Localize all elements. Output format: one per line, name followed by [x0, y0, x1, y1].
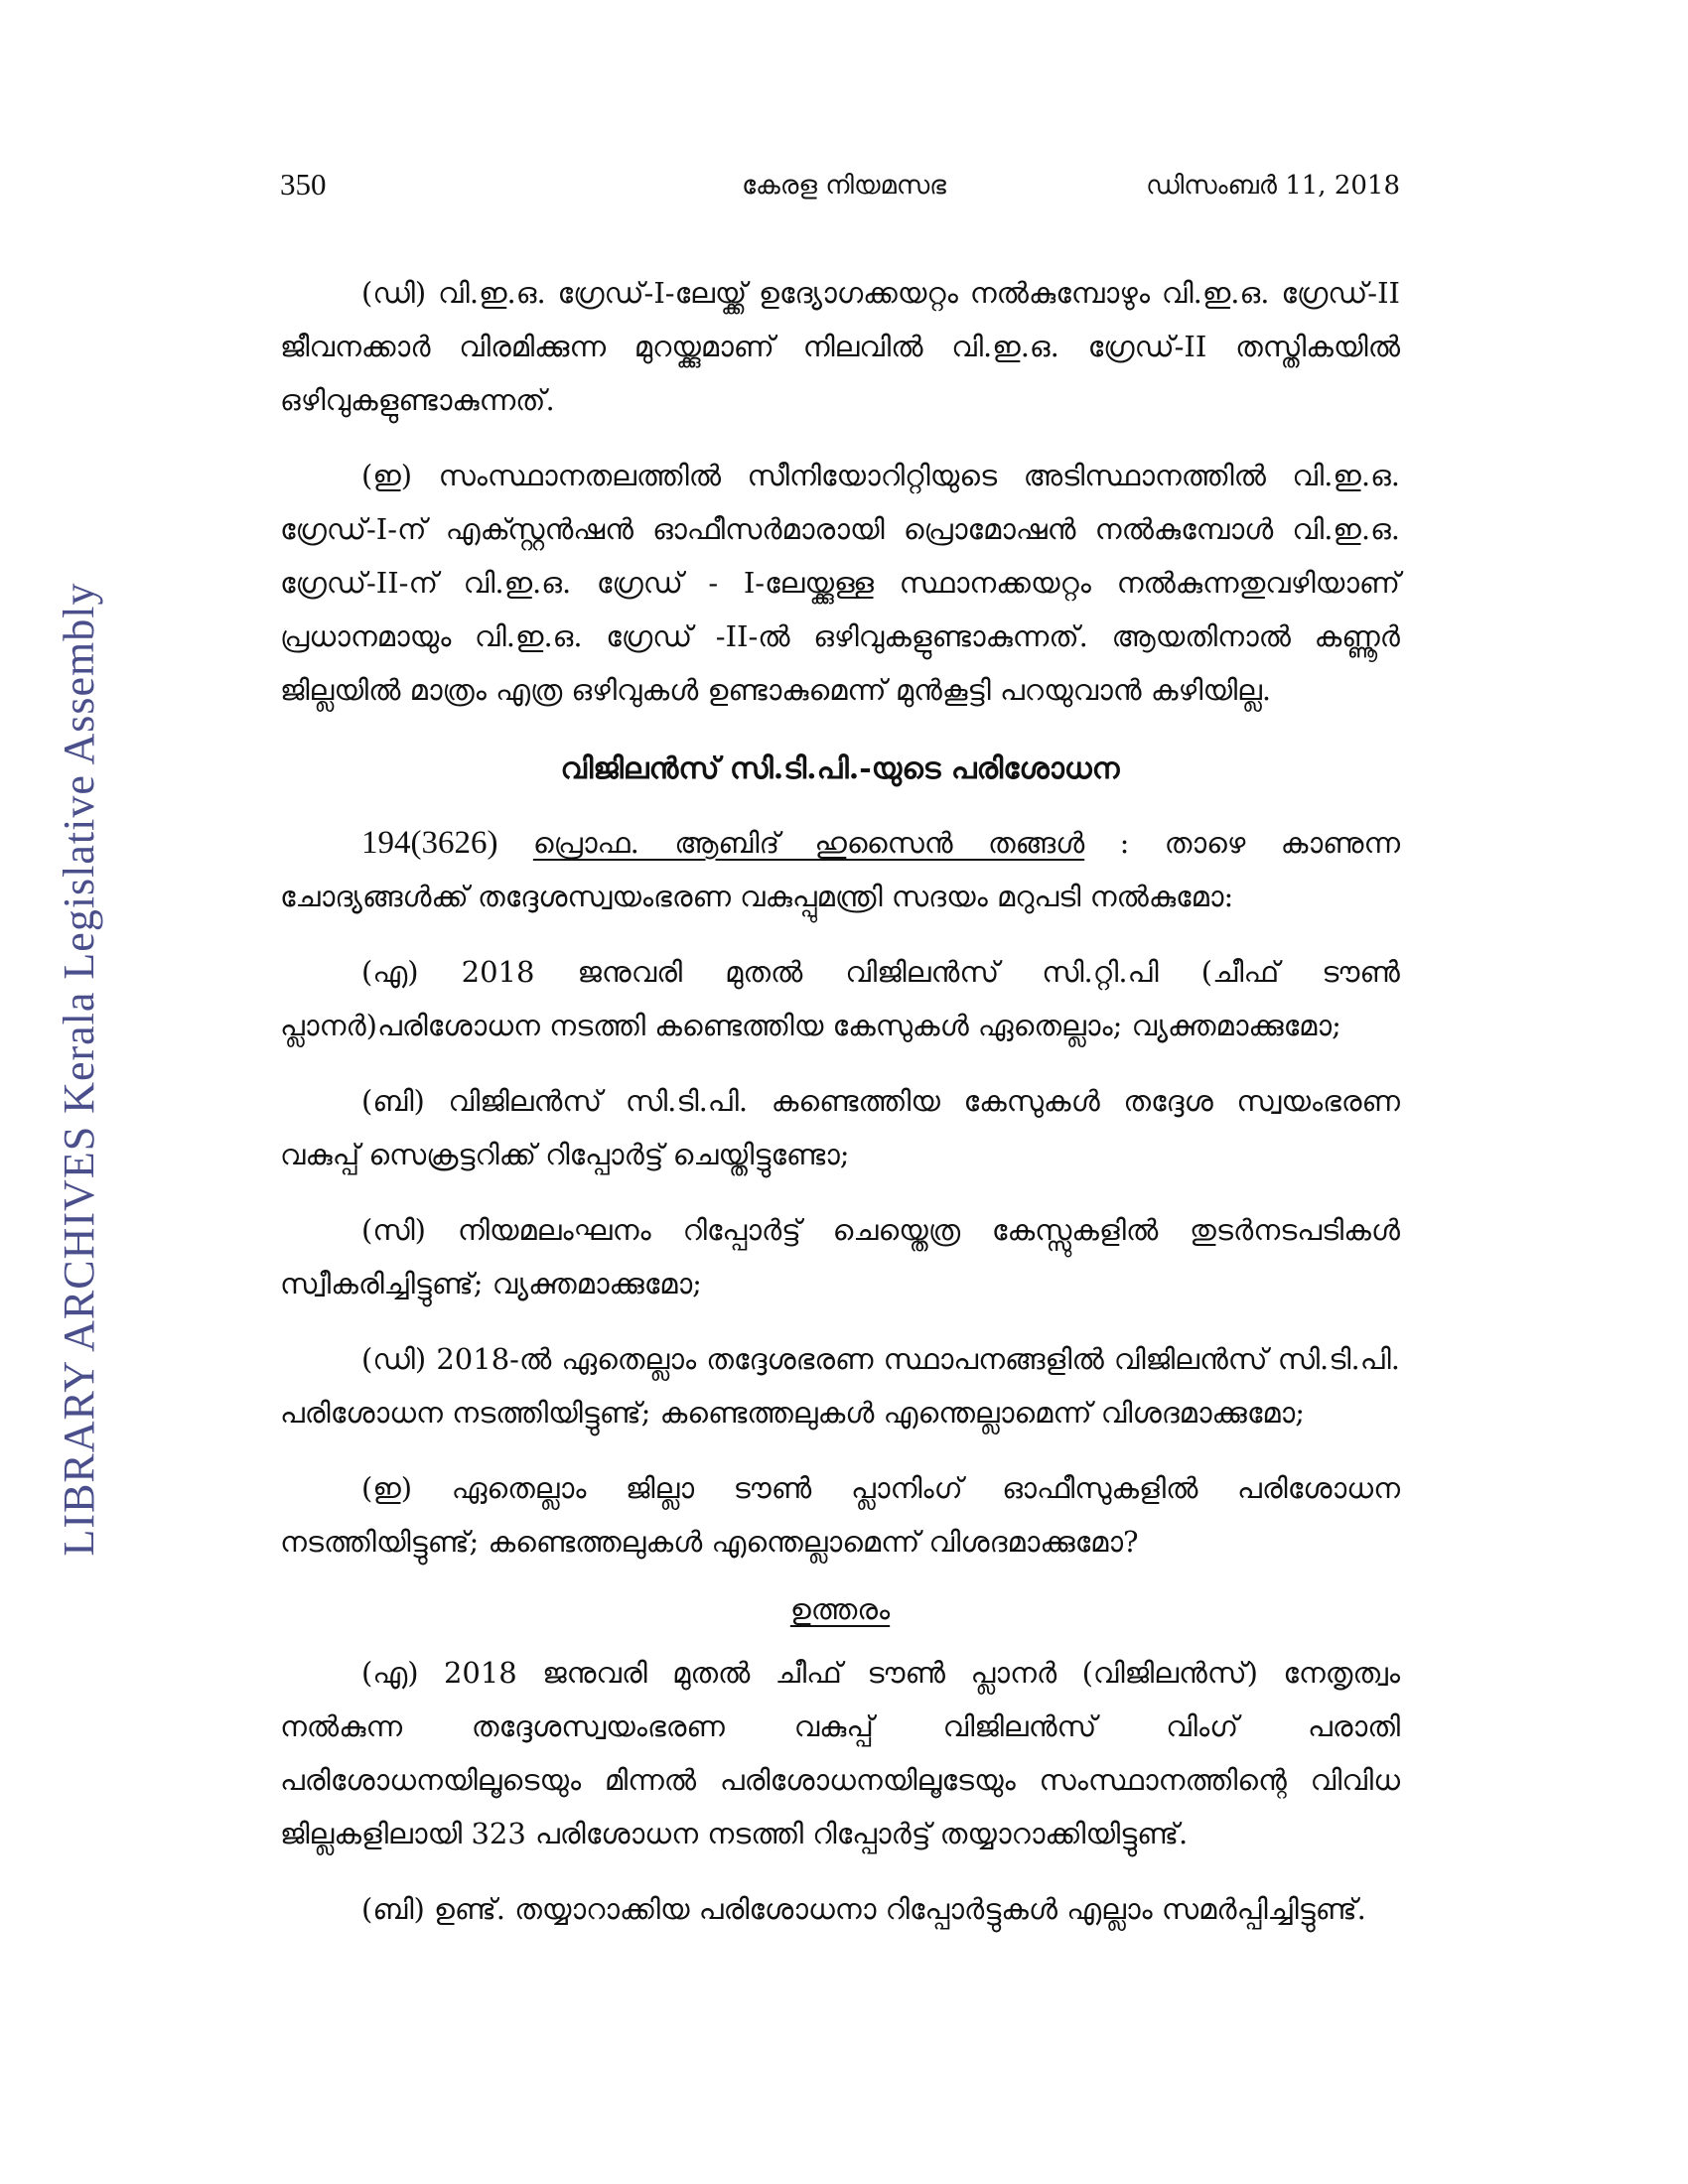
question-item-e: (ഇ) ഏതെല്ലാം ജില്ലാ ടൗൺ പ്ലാനിംഗ് ഓഫീസുകളിൽ പരിശോധന നടത്തിയിട്ടുണ്ട്; കണ്ടെത്തലുകൾ എന്തെല്ലാമെന്ന് വിശദമാക്കുമോ?	[280, 1471, 1400, 1559]
question-item-b: (ബി) വിജിലൻസ് സി.ടി.പി. കണ്ടെത്തിയ കേസുകൾ തദ്ദേശ സ്വയംഭരണ വകുപ്പ് സെക്രട്ടറിക്ക് റിപ്പോർട്ട് ചെയ്തിട്ടുണ്ടോ;	[280, 1084, 1400, 1171]
question-item-a: (എ) 2018 ജനുവരി മുതൽ വിജിലൻസ് സി.റ്റി.പി (ചീഫ് ടൗൺ പ്ലാനർ)പരിശോധന നടത്തി കണ്ടെത്തിയ കേസുകൾ ഏതെല്ലാം; വ്യക്തമാക്കുമോ;	[280, 955, 1400, 1042]
member-name: പ്രൊഫ. ആബിദ് ഹുസൈൻ തങ്ങൾ	[532, 826, 1085, 860]
prev-answer-e: (ഇ) സംസ്ഥാനതലത്തിൽ സീനിയോറിറ്റിയുടെ അടിസ്ഥാനത്തിൽ വി.ഇ.ഒ. ഗ്രേഡ്-I-ന് എക്സ്റ്റൻഷൻ ഓഫീസർമാരായി പ്രൊമോഷൻ നൽകുമ്പോൾ വി.ഇ.ഒ. ഗ്രേഡ്-II-ന് വി.ഇ.ഒ. ഗ്രേഡ് - I-ലേയ്ക്കുള്ള സ്ഥാനക്കയറ്റം നൽകുന്നതുവഴിയാണ് പ്രധാനമായും വി.ഇ.ഒ. ഗ്രേഡ് -II-ൽ ഒഴിവുകളുണ്ടാകുന്നത്. ആയതിനാൽ കണ്ണൂർ ജില്ലയിൽ മാത്രം എത്ര ഒഴിവുകൾ ഉണ്ടാകുമെന്ന് മുൻകൂട്ടി പറയുവാൻ കഴിയില്ല.	[280, 459, 1400, 707]
page-header	[0, 167, 1688, 210]
assembly-title: കേരള നിയമസഭ	[742, 171, 946, 201]
question-intro	[280, 816, 1400, 923]
library-archives-watermark: LIBRARY ARCHIVES Kerala Legislative Assembly	[55, 582, 103, 1557]
question-preamble: : താഴെ കാണുന്ന ചോദ്യങ്ങൾക്ക് തദ്ദേശസ്വയംഭരണ വകുപ്പുമന്ത്രി സദയം മറുപടി നൽകുമോ:	[280, 826, 1401, 913]
question-item-c: (സി) നിയമലംഘനം റിപ്പോർട്ട് ചെയ്തെത്ര കേസ്സുകളിൽ തുടർനടപടികൾ സ്വീകരിച്ചിട്ടുണ്ട്; വ്യക്തമാക്കുമോ;	[280, 1213, 1400, 1300]
document-body	[280, 266, 1400, 1936]
section-title: വിജിലൻസ് സി.ടി.പി.-യുടെ പരിശോധന	[560, 751, 1120, 786]
prev-answer-d: (ഡി) വി.ഇ.ഒ. ഗ്രേഡ്-I-ലേയ്ക്ക് ഉദ്യോഗക്കയറ്റം നൽകുമ്പോഴും വി.ഇ.ഒ. ഗ്രേഡ്-II ജീവനക്കാർ വിരമിക്കുന്ന മുറയ്ക്കുമാണ് നിലവിൽ വി.ഇ.ഒ. ഗ്രേഡ്-II തസ്തികയിൽ ഒഴിവുകളുണ്ടാകുന്നത്.	[280, 276, 1400, 417]
question-item-d: (ഡി) 2018-ൽ ഏതെല്ലാം തദ്ദേശഭരണ സ്ഥാപനങ്ങളിൽ വിജിലൻസ് സി.ടി.പി. പരിശോധന നടത്തിയിട്ടുണ്ട്; കണ്ടെത്തലുകൾ എന്തെല്ലാമെന്ന് വിശദമാക്കുമോ;	[280, 1342, 1400, 1430]
session-date: ഡിസംബർ 11, 2018	[1146, 171, 1400, 201]
answer-item-b: (ബി) ഉണ്ട്. തയ്യാറാക്കിയ പരിശോധനാ റിപ്പോർട്ടുകൾ എല്ലാം സമർപ്പിച്ചിട്ടുണ്ട്.	[361, 1892, 1366, 1926]
answer-heading: ഉത്തരം	[789, 1592, 891, 1626]
question-number: 194(3626)	[361, 825, 498, 861]
page-number: 350	[280, 167, 327, 202]
answer-item-a: (എ) 2018 ജനുവരി മുതൽ ചീഫ് ടൗൺ പ്ലാനർ (വിജിലൻസ്) നേതൃത്വം നൽകുന്ന തദ്ദേശസ്വയംഭരണ വകുപ്പ് വിജിലൻസ് വിംഗ് പരാതി പരിശോധനയിലൂടെയും മിന്നൽ പരിശോധനയിലൂടേയും സംസ്ഥാനത്തിന്റെ വിവിധ ജില്ലകളിലായി 323 പരിശോധന നടത്തി റിപ്പോർട്ട് തയ്യാറാക്കിയിട്ടുണ്ട്.	[280, 1656, 1400, 1850]
